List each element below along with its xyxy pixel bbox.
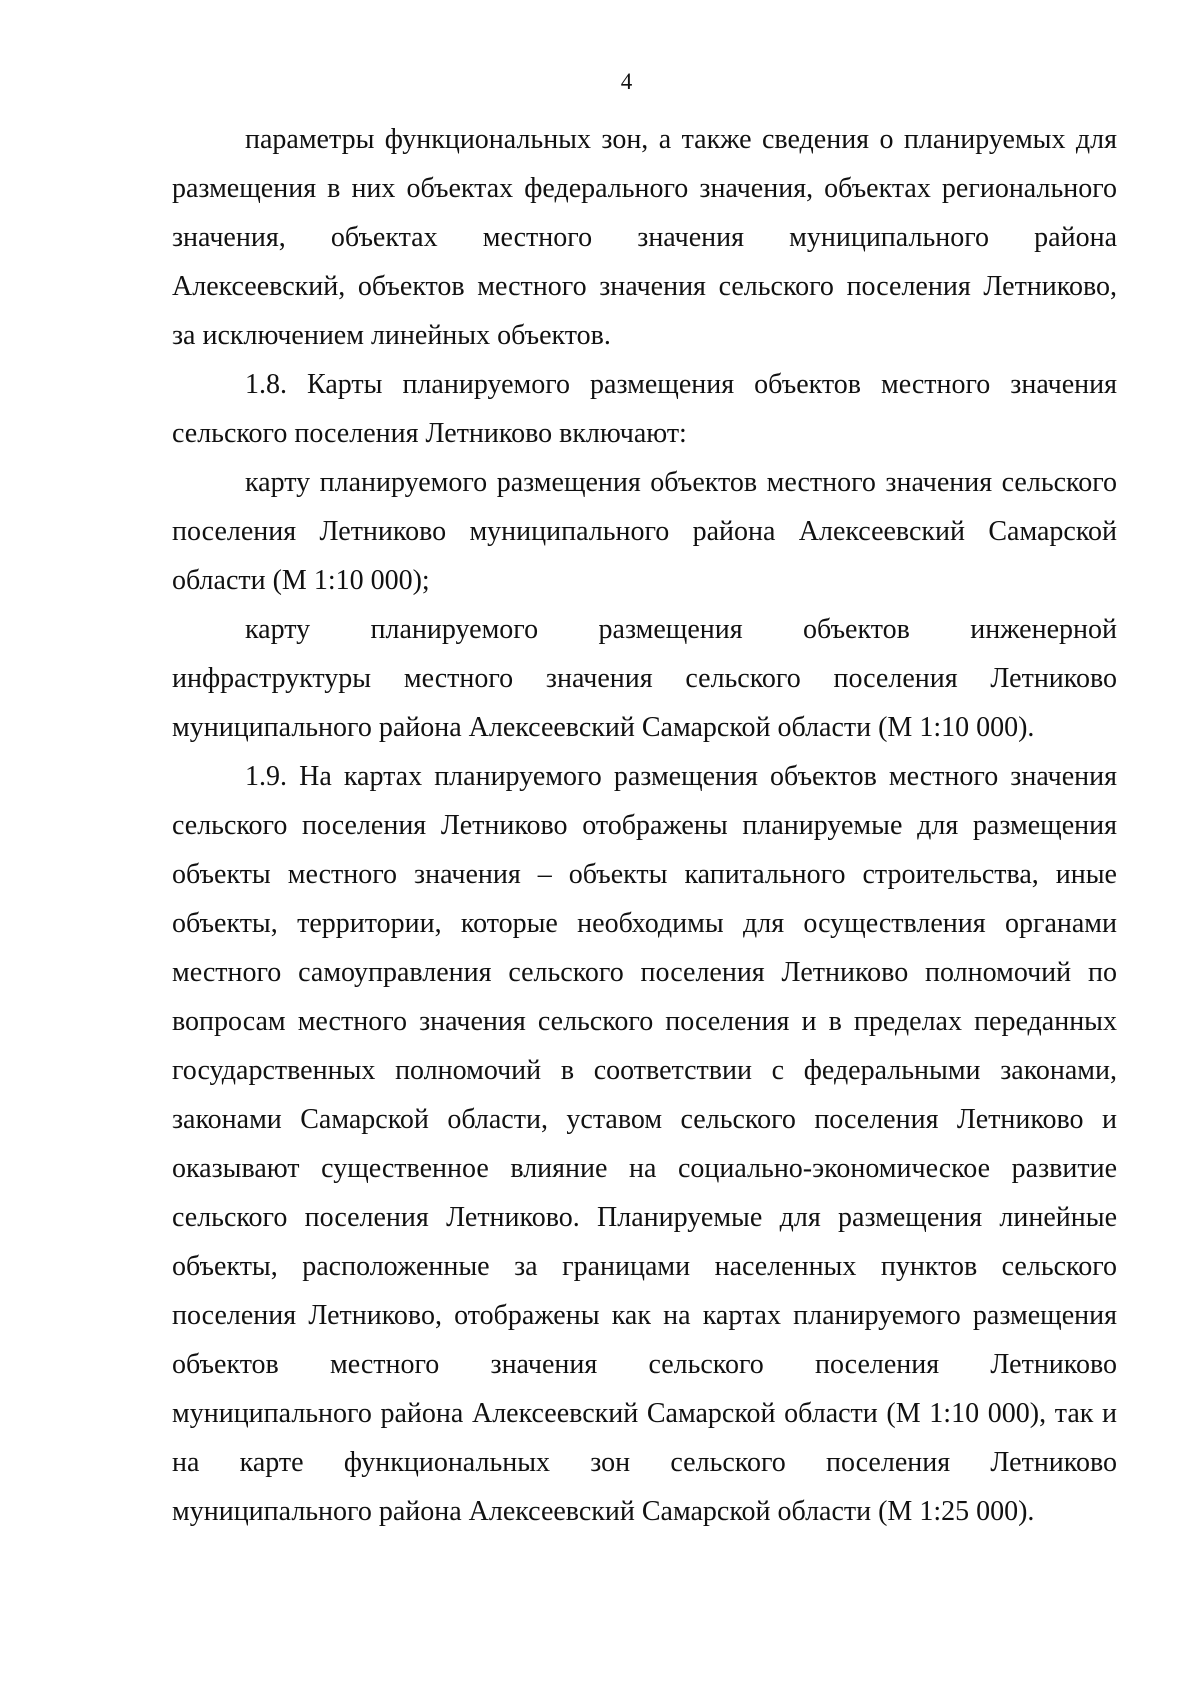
text-line: 1.9. На картах планируемого размещения объектов местного значения — [245, 761, 1117, 792]
text-line: сельского поселения Летниково отображены планируемые для размещения — [172, 810, 1117, 841]
document-body — [172, 115, 1117, 1536]
text-line: вопросам местного значения сельского поселения и в пределах переданных — [172, 1006, 1117, 1037]
text-line: карту планируемого размещения объектов местного значения сельского — [245, 467, 1117, 498]
text-line: муниципального района Алексеевский Самарской области (М 1:25 000). — [172, 1496, 1035, 1527]
text-line: области (М 1:10 000); — [172, 565, 430, 596]
text-line: муниципального района Алексеевский Самарской области (М 1:10 000). — [172, 712, 1035, 743]
text-line: параметры функциональных зон, а также сведения о планируемых для — [245, 124, 1117, 155]
text-line: за исключением линейных объектов. — [172, 320, 611, 351]
text-line: сельского поселения Летниково. Планируемые для размещения линейные — [172, 1202, 1117, 1233]
text-line: объекты, территории, которые необходимы для осуществления органами — [172, 908, 1117, 939]
text-line: поселения Летниково муниципального района Алексеевский Самарской — [172, 516, 1117, 547]
text-line: карту планируемого размещения объектов инженерной — [245, 614, 1117, 645]
text-line: объектов местного значения сельского поселения Летниково — [172, 1349, 1117, 1380]
text-line: объекты местного значения – объекты капитального строительства, иные — [172, 859, 1117, 890]
text-line: значения, объектах местного значения муниципального района — [172, 222, 1117, 253]
text-line: местного самоуправления сельского поселения Летниково полномочий по — [172, 957, 1117, 988]
text-line: законами Самарской области, уставом сельского поселения Летниково и — [172, 1104, 1117, 1135]
text-line: объекты, расположенные за границами населенных пунктов сельского — [172, 1251, 1117, 1282]
text-line: муниципального района Алексеевский Самарской области (М 1:10 000), так и — [172, 1398, 1117, 1429]
text-line: поселения Летниково, отображены как на картах планируемого размещения — [172, 1300, 1117, 1331]
text-line: 1.8. Карты планируемого размещения объектов местного значения — [245, 369, 1117, 400]
page-number: 4 — [620, 69, 633, 94]
text-line: размещения в них объектах федерального значения, объектах регионального — [172, 173, 1117, 204]
text-line: на карте функциональных зон сельского поселения Летниково — [172, 1447, 1117, 1478]
text-line: оказывают существенное влияние на социально-экономическое развитие — [172, 1153, 1117, 1184]
text-line: Алексеевский, объектов местного значения сельского поселения Летниково, — [172, 271, 1117, 302]
text-line: государственных полномочий в соответствии с федеральными законами, — [172, 1055, 1117, 1086]
text-line: сельского поселения Летниково включают: — [172, 418, 687, 449]
text-line: инфраструктуры местного значения сельского поселения Летниково — [172, 663, 1117, 694]
